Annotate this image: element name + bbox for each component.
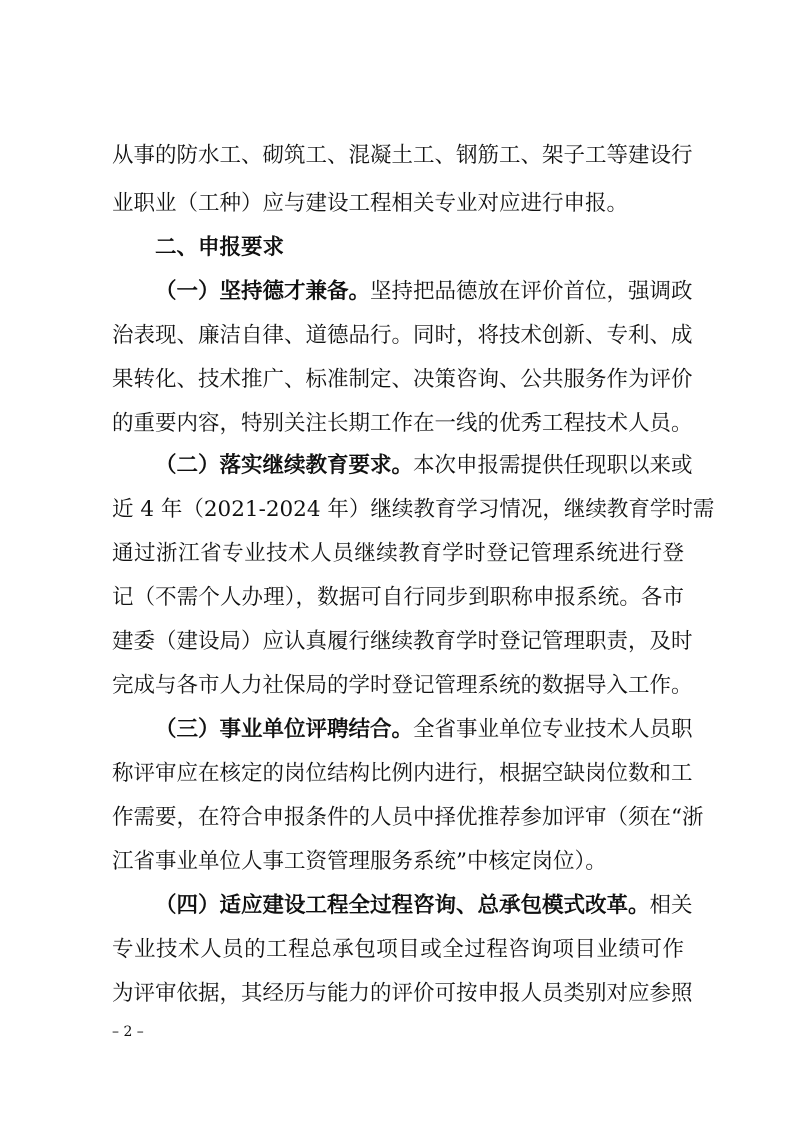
body-line: 近 4 年（2021-2024 年）继续教育学习情况，继续教育学时需 [112,496,715,522]
body-line: 果转化、技术推广、标准制定、决策咨询、公共服务作为评价 [112,366,693,392]
body-line: 的重要内容，特别关注长期工作在一线的优秀工程技术人员。 [112,410,693,436]
subheading: （一）坚持德才兼备。 [155,278,371,304]
body-line: 治表现、廉洁自律、道德品行。同时，将技术创新、专利、成 [112,322,693,348]
body-line: 业职业（工种）应与建设工程相关专业对应进行申报。 [112,190,629,216]
body-line: 通过浙江省专业技术人员继续教育学时登记管理系统进行登 [112,540,684,566]
body-line: 作需要，在符合申报条件的人员中择优推荐参加评审（须在“浙 [112,804,704,830]
body-line: 称评审应在核定的岗位结构比例内进行，根据空缺岗位数和工 [112,760,693,786]
body-text: 坚持把品德放在评价首位，强调政 [370,278,693,304]
body-line [155,276,693,308]
body-line: 从事的防水工、砌筑工、混凝土工、钢筋工、架子工等建设行 [112,142,693,168]
page-number: – 2 – [112,1024,144,1040]
subheading: （三）事业单位评聘结合。 [155,716,414,742]
subheading: （二）落实继续教育要求。 [155,452,414,478]
body-line: 建委（建设局）应认真履行继续教育学时登记管理职责，及时 [112,628,693,654]
body-line [155,450,693,482]
body-text: 相关 [649,892,693,918]
body-text: 本次申报需提供任现职以来或 [413,452,693,478]
section-heading: 二、申报要求 [155,234,285,260]
body-text: 全省事业单位专业技术人员职 [413,716,693,742]
subheading: （四）适应建设工程全过程咨询、总承包模式改革。 [155,892,650,918]
body-line: 完成与各市人力社保局的学时登记管理系统的数据导入工作。 [112,672,693,698]
body-line: 江省事业单位人事工资管理服务系统”中核定岗位）。 [112,848,607,874]
body-line [155,714,693,746]
body-line: 专业技术人员的工程总承包项目或全过程咨询项目业绩可作 [112,936,684,962]
body-line [155,890,693,922]
body-line: 为评审依据，其经历与能力的评价可按申报人员类别对应参照 [112,980,693,1006]
body-line: 记（不需个人办理），数据可自行同步到职称申报系统。各市 [112,584,684,610]
